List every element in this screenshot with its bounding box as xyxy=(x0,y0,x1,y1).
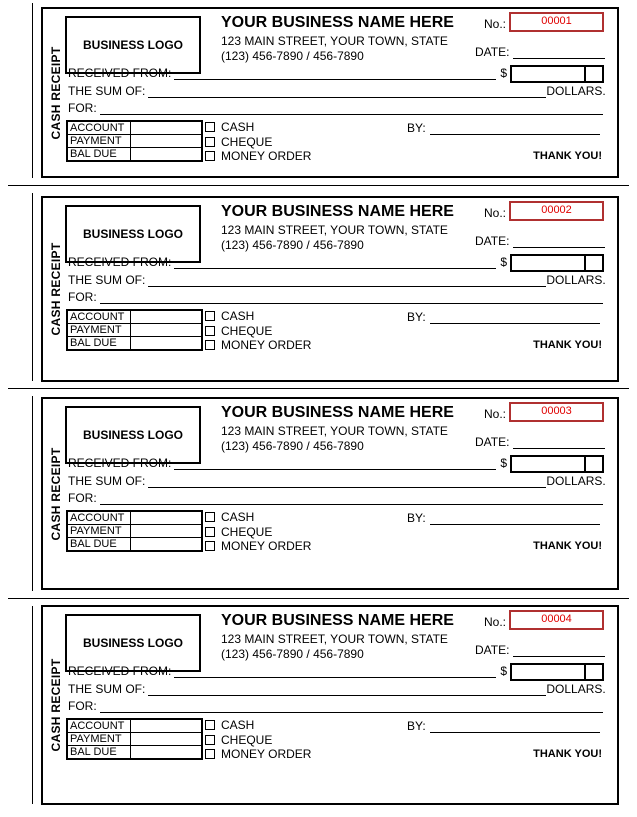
amount-box[interactable] xyxy=(510,663,604,681)
account-label: ACCOUNT xyxy=(67,511,131,525)
payment-method-options xyxy=(205,510,311,554)
dollars-label: DOLLARS. xyxy=(546,474,606,488)
money-order-label: MONEY ORDER xyxy=(221,539,312,554)
table-row xyxy=(67,746,202,760)
cash-receipt-title: CASH RECEIPT xyxy=(49,447,63,540)
for-label: FOR: xyxy=(68,491,97,505)
by-field[interactable] xyxy=(407,511,600,525)
money-order-checkbox[interactable] xyxy=(205,151,215,161)
cash-receipt xyxy=(41,605,619,805)
sum-of-label: THE SUM OF: xyxy=(68,84,146,98)
money-order-option[interactable] xyxy=(205,149,311,164)
date-label: DATE: xyxy=(475,435,510,449)
sum-of-label: THE SUM OF: xyxy=(68,682,146,696)
cash-option[interactable] xyxy=(205,718,311,733)
received-from-row xyxy=(68,255,507,269)
cheque-label: CHEQUE xyxy=(221,524,273,539)
account-value[interactable] xyxy=(131,310,203,324)
cheque-label: CHEQUE xyxy=(221,732,273,747)
payment-method-options xyxy=(205,718,311,762)
payment-value[interactable] xyxy=(131,733,203,746)
for-label: FOR: xyxy=(68,290,97,304)
sum-of-row xyxy=(68,273,606,287)
receipt-number-value: 00004 xyxy=(541,613,572,625)
amount-box[interactable] xyxy=(510,455,604,473)
dollar-sign: $ xyxy=(500,66,508,80)
account-label: ACCOUNT xyxy=(67,121,131,135)
by-field[interactable] xyxy=(407,121,600,135)
table-row xyxy=(67,538,202,552)
payment-label: PAYMENT xyxy=(67,135,131,148)
dollars-label: DOLLARS. xyxy=(546,682,606,696)
receipt-number-label: No.: xyxy=(484,407,507,421)
cash-label: CASH xyxy=(221,718,255,733)
bal-due-value[interactable] xyxy=(131,538,203,552)
money-order-option[interactable] xyxy=(205,539,311,554)
for-line[interactable] xyxy=(100,701,603,713)
bal-due-label: BAL DUE xyxy=(67,538,131,552)
received-from-label: RECEIVED FROM: xyxy=(68,456,172,470)
sum-of-row xyxy=(68,682,606,696)
bal-due-value[interactable] xyxy=(131,337,203,351)
account-value[interactable] xyxy=(131,121,203,135)
business-logo: BUSINESS LOGO xyxy=(65,614,201,672)
cash-checkbox[interactable] xyxy=(205,512,215,522)
by-label: BY: xyxy=(407,121,426,135)
by-field[interactable] xyxy=(407,310,600,324)
cut-line xyxy=(8,388,629,389)
account-table xyxy=(66,309,203,351)
account-table xyxy=(66,120,203,162)
by-line[interactable] xyxy=(430,721,600,733)
cheque-option[interactable] xyxy=(205,324,311,339)
cash-label: CASH xyxy=(221,309,255,324)
sum-of-label: THE SUM OF: xyxy=(68,273,146,287)
receipt-number xyxy=(509,402,604,422)
receipt-number xyxy=(509,12,604,32)
side-label xyxy=(47,607,65,803)
bal-due-value[interactable] xyxy=(131,746,203,760)
date-field[interactable] xyxy=(475,643,605,657)
stub-line xyxy=(32,396,33,591)
money-order-checkbox[interactable] xyxy=(205,340,215,350)
cash-receipt-title: CASH RECEIPT xyxy=(49,46,63,139)
payment-value[interactable] xyxy=(131,135,203,148)
thank-you: THANK YOU! xyxy=(533,339,602,351)
cheque-option[interactable] xyxy=(205,733,311,748)
sum-of-row xyxy=(68,84,606,98)
account-value[interactable] xyxy=(131,511,203,525)
thank-you: THANK YOU! xyxy=(533,540,602,552)
account-table xyxy=(66,510,203,552)
payment-label: PAYMENT xyxy=(67,733,131,746)
receipt-number-label: No.: xyxy=(484,206,507,220)
business-phone: (123) 456-7890 / 456-7890 xyxy=(221,439,364,453)
receipt-number-value: 00003 xyxy=(541,405,572,417)
payment-method-options xyxy=(205,120,311,164)
date-field[interactable] xyxy=(475,234,605,248)
cheque-option[interactable] xyxy=(205,525,311,540)
business-address: 123 MAIN STREET, YOUR TOWN, STATE xyxy=(221,424,448,438)
cents-box[interactable] xyxy=(584,457,602,471)
sum-of-line[interactable] xyxy=(148,86,546,98)
cash-option[interactable] xyxy=(205,309,311,324)
dollars-label: DOLLARS. xyxy=(546,273,606,287)
by-field[interactable] xyxy=(407,719,600,733)
received-from-line[interactable] xyxy=(174,257,496,269)
for-row xyxy=(68,699,603,713)
payment-value[interactable] xyxy=(131,324,203,337)
cash-label: CASH xyxy=(221,120,255,135)
bal-due-label: BAL DUE xyxy=(67,337,131,351)
side-label xyxy=(47,9,65,176)
money-order-checkbox[interactable] xyxy=(205,541,215,551)
for-line[interactable] xyxy=(100,493,603,505)
received-from-line[interactable] xyxy=(174,458,496,470)
sum-of-line[interactable] xyxy=(148,275,546,287)
received-from-line[interactable] xyxy=(174,68,496,80)
account-value[interactable] xyxy=(131,719,203,733)
table-row xyxy=(67,525,202,538)
business-phone: (123) 456-7890 / 456-7890 xyxy=(221,647,364,661)
business-name: YOUR BUSINESS NAME HERE xyxy=(221,14,454,31)
for-line[interactable] xyxy=(100,292,603,304)
payment-label: PAYMENT xyxy=(67,525,131,538)
business-name: YOUR BUSINESS NAME HERE xyxy=(221,404,454,421)
table-row xyxy=(67,511,202,525)
thank-you: THANK YOU! xyxy=(533,150,602,162)
money-order-option[interactable] xyxy=(205,338,311,353)
payment-label: PAYMENT xyxy=(67,324,131,337)
cheque-checkbox[interactable] xyxy=(205,137,215,147)
cheque-option[interactable] xyxy=(205,135,311,150)
sum-of-row xyxy=(68,474,606,488)
cheque-checkbox[interactable] xyxy=(205,527,215,537)
date-label: DATE: xyxy=(475,234,510,248)
date-line[interactable] xyxy=(513,645,605,657)
side-label xyxy=(47,198,65,380)
side-label xyxy=(47,399,65,588)
cents-box[interactable] xyxy=(584,256,602,270)
received-from-row xyxy=(68,664,507,678)
cash-checkbox[interactable] xyxy=(205,122,215,132)
stub-line xyxy=(32,3,33,178)
receipt-number xyxy=(509,610,604,630)
money-order-label: MONEY ORDER xyxy=(221,149,312,164)
table-row xyxy=(67,148,202,162)
date-field[interactable] xyxy=(475,45,605,59)
table-row xyxy=(67,310,202,324)
business-address: 123 MAIN STREET, YOUR TOWN, STATE xyxy=(221,632,448,646)
for-row xyxy=(68,290,603,304)
thank-you: THANK YOU! xyxy=(533,748,602,760)
dollar-sign: $ xyxy=(500,255,508,269)
cash-option[interactable] xyxy=(205,120,311,135)
business-name: YOUR BUSINESS NAME HERE xyxy=(221,612,454,629)
dollar-sign: $ xyxy=(500,456,508,470)
for-row xyxy=(68,101,603,115)
money-order-label: MONEY ORDER xyxy=(221,747,312,762)
payment-value[interactable] xyxy=(131,525,203,538)
table-row xyxy=(67,337,202,351)
table-row xyxy=(67,733,202,746)
bal-due-label: BAL DUE xyxy=(67,148,131,162)
sum-of-line[interactable] xyxy=(148,684,546,696)
bal-due-label: BAL DUE xyxy=(67,746,131,760)
cash-checkbox[interactable] xyxy=(205,720,215,730)
for-label: FOR: xyxy=(68,101,97,115)
business-address: 123 MAIN STREET, YOUR TOWN, STATE xyxy=(221,34,448,48)
cash-label: CASH xyxy=(221,510,255,525)
payment-method-options xyxy=(205,309,311,353)
money-order-label: MONEY ORDER xyxy=(221,338,312,353)
account-label: ACCOUNT xyxy=(67,310,131,324)
cut-line xyxy=(8,598,629,599)
date-label: DATE: xyxy=(475,643,510,657)
for-row xyxy=(68,491,603,505)
date-line[interactable] xyxy=(513,236,605,248)
by-label: BY: xyxy=(407,310,426,324)
business-logo: BUSINESS LOGO xyxy=(65,406,201,464)
dollar-sign: $ xyxy=(500,664,508,678)
cash-option[interactable] xyxy=(205,510,311,525)
by-label: BY: xyxy=(407,511,426,525)
for-line[interactable] xyxy=(100,103,603,115)
cheque-checkbox[interactable] xyxy=(205,735,215,745)
cheque-label: CHEQUE xyxy=(221,323,273,338)
cheque-label: CHEQUE xyxy=(221,134,273,149)
table-row xyxy=(67,135,202,148)
date-label: DATE: xyxy=(475,45,510,59)
receipt-number-label: No.: xyxy=(484,615,507,629)
account-table xyxy=(66,718,203,760)
date-line[interactable] xyxy=(513,47,605,59)
bal-due-value[interactable] xyxy=(131,148,203,162)
business-address: 123 MAIN STREET, YOUR TOWN, STATE xyxy=(221,223,448,237)
table-row xyxy=(67,324,202,337)
money-order-checkbox[interactable] xyxy=(205,749,215,759)
stub-line xyxy=(32,193,33,381)
date-line[interactable] xyxy=(513,437,605,449)
received-from-row xyxy=(68,456,507,470)
amount-box[interactable] xyxy=(510,65,604,83)
business-phone: (123) 456-7890 / 456-7890 xyxy=(221,49,364,63)
business-phone: (123) 456-7890 / 456-7890 xyxy=(221,238,364,252)
cash-receipt xyxy=(41,397,619,590)
by-label: BY: xyxy=(407,719,426,733)
date-field[interactable] xyxy=(475,435,605,449)
table-row xyxy=(67,121,202,135)
cash-checkbox[interactable] xyxy=(205,311,215,321)
table-row xyxy=(67,719,202,733)
received-from-line[interactable] xyxy=(174,666,496,678)
account-label: ACCOUNT xyxy=(67,719,131,733)
cut-line xyxy=(8,185,629,186)
money-order-option[interactable] xyxy=(205,747,311,762)
cheque-checkbox[interactable] xyxy=(205,326,215,336)
received-from-label: RECEIVED FROM: xyxy=(68,66,172,80)
by-line[interactable] xyxy=(430,123,600,135)
stub-line xyxy=(32,606,33,804)
for-label: FOR: xyxy=(68,699,97,713)
receipt-number xyxy=(509,201,604,221)
cash-receipt-title: CASH RECEIPT xyxy=(49,242,63,336)
cash-receipt xyxy=(41,196,619,382)
cash-receipt xyxy=(41,7,619,178)
business-logo: BUSINESS LOGO xyxy=(65,16,201,74)
by-line[interactable] xyxy=(430,312,600,324)
amount-box[interactable] xyxy=(510,254,604,272)
sum-of-line[interactable] xyxy=(148,476,546,488)
business-logo: BUSINESS LOGO xyxy=(65,205,201,263)
received-from-label: RECEIVED FROM: xyxy=(68,664,172,678)
receipt-number-value: 00002 xyxy=(541,204,572,216)
cents-box[interactable] xyxy=(584,67,602,81)
received-from-row xyxy=(68,66,507,80)
business-name: YOUR BUSINESS NAME HERE xyxy=(221,203,454,220)
received-from-label: RECEIVED FROM: xyxy=(68,255,172,269)
dollars-label: DOLLARS. xyxy=(546,84,606,98)
cents-box[interactable] xyxy=(584,665,602,679)
receipt-number-label: No.: xyxy=(484,17,507,31)
by-line[interactable] xyxy=(430,513,600,525)
receipt-number-value: 00001 xyxy=(541,15,572,27)
sum-of-label: THE SUM OF: xyxy=(68,474,146,488)
cash-receipt-title: CASH RECEIPT xyxy=(49,658,63,752)
